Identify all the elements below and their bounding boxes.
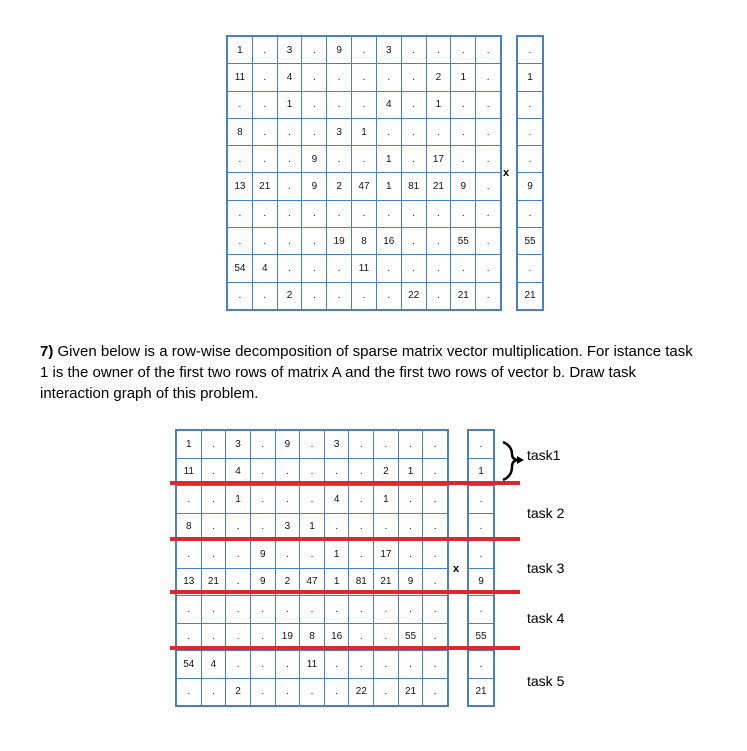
matrix-cell: 81 [349, 569, 373, 596]
matrix-cell: . [349, 541, 373, 568]
matrix-cell: . [349, 624, 373, 651]
matrix-cell: . [374, 514, 398, 541]
matrix-cell: . [402, 119, 426, 145]
matrix-cell: . [177, 679, 201, 706]
matrix-cell: . [427, 201, 451, 227]
matrix-cell: . [427, 255, 451, 281]
matrix-cell: . [276, 541, 300, 568]
matrix-cell: . [327, 92, 351, 118]
matrix-cell: . [202, 624, 226, 651]
matrix-cell: . [451, 146, 475, 172]
matrix-cell: . [177, 541, 201, 568]
matrix-cell: 3 [327, 119, 351, 145]
question-7 [40, 341, 700, 404]
matrix-cell: 1 [226, 486, 250, 513]
matrix-cell: . [302, 64, 326, 90]
matrix-cell: 1 [377, 146, 401, 172]
matrix-cell: . [226, 569, 250, 596]
matrix-cell: 9 [276, 431, 300, 458]
matrix-cell: . [302, 283, 326, 309]
matrix-cell: 2 [226, 679, 250, 706]
matrix-cell: . [374, 679, 398, 706]
matrix-cell: . [327, 255, 351, 281]
matrix-cell: . [399, 651, 423, 678]
partition-line-1 [170, 481, 520, 485]
matrix-cell: . [427, 119, 451, 145]
matrix-cell: 19 [327, 228, 351, 254]
task-label-5: task 5 [527, 673, 565, 689]
matrix-cell: 13 [177, 569, 201, 596]
matrix-cell: 8 [177, 514, 201, 541]
vector-b-partitioned [467, 429, 495, 707]
matrix-cell: 21 [253, 173, 277, 199]
matrix-cell: . [253, 92, 277, 118]
matrix-cell: 3 [226, 431, 250, 458]
matrix-cell: 11 [300, 651, 324, 678]
matrix-cell: . [251, 651, 275, 678]
matrix-cell: 22 [402, 283, 426, 309]
matrix-cell: 54 [228, 255, 252, 281]
matrix-cell: . [377, 64, 401, 90]
partition-line-4 [170, 646, 520, 650]
matrix-cell: . [300, 596, 324, 623]
vector-cell: 9 [518, 173, 542, 199]
matrix-cell: . [451, 37, 475, 63]
matrix-cell: 16 [377, 228, 401, 254]
vector-cell: 21 [518, 283, 542, 309]
matrix-cell: 4 [202, 651, 226, 678]
matrix-cell: . [374, 596, 398, 623]
vector-b-top [516, 35, 544, 311]
matrix-cell: . [228, 92, 252, 118]
matrix-cell: 9 [302, 146, 326, 172]
task-label-2: task 2 [527, 505, 565, 521]
matrix-cell: 2 [276, 569, 300, 596]
matrix-cell: 4 [278, 64, 302, 90]
matrix-cell: . [476, 255, 500, 281]
matrix-cell: . [327, 146, 351, 172]
matrix-cell: . [202, 514, 226, 541]
matrix-cell: . [177, 596, 201, 623]
matrix-cell: 16 [325, 624, 349, 651]
matrix-cell: 4 [226, 459, 250, 486]
matrix-cell: . [177, 624, 201, 651]
matrix-cell: 22 [349, 679, 373, 706]
matrix-cell: . [423, 651, 447, 678]
matrix-cell: . [278, 119, 302, 145]
matrix-cell: . [276, 679, 300, 706]
matrix-cell: 1 [325, 541, 349, 568]
matrix-cell: 1 [374, 486, 398, 513]
matrix-cell: 21 [202, 569, 226, 596]
matrix-cell: 1 [278, 92, 302, 118]
matrix-cell: 54 [177, 651, 201, 678]
matrix-cell: . [300, 431, 324, 458]
matrix-cell: . [476, 228, 500, 254]
sparse-matrix-a-top [226, 35, 502, 311]
matrix-cell: . [327, 64, 351, 90]
matrix-cell: . [276, 596, 300, 623]
matrix-cell: 4 [325, 486, 349, 513]
matrix-cell: . [374, 624, 398, 651]
vector-cell: . [518, 92, 542, 118]
matrix-cell: . [276, 486, 300, 513]
matrix-cell: . [251, 624, 275, 651]
vector-cell: 55 [518, 228, 542, 254]
matrix-cell: . [451, 92, 475, 118]
matrix-cell: 9 [399, 569, 423, 596]
matrix-cell: 3 [325, 431, 349, 458]
matrix-cell: . [399, 486, 423, 513]
matrix-cell: . [202, 459, 226, 486]
vector-cell: . [469, 431, 493, 458]
matrix-cell: . [423, 541, 447, 568]
matrix-cell: . [399, 514, 423, 541]
matrix-cell: . [253, 283, 277, 309]
matrix-cell: . [349, 459, 373, 486]
matrix-cell: . [423, 431, 447, 458]
matrix-cell: . [251, 431, 275, 458]
matrix-cell: . [278, 173, 302, 199]
matrix-cell: 2 [374, 459, 398, 486]
vector-cell: 1 [469, 459, 493, 486]
matrix-cell: . [251, 486, 275, 513]
matrix-cell: . [402, 201, 426, 227]
matrix-cell: 17 [374, 541, 398, 568]
matrix-cell: . [253, 228, 277, 254]
matrix-cell: . [402, 228, 426, 254]
vector-cell: . [469, 486, 493, 513]
matrix-cell: . [349, 486, 373, 513]
matrix-cell: . [399, 596, 423, 623]
matrix-cell: 1 [352, 119, 376, 145]
matrix-cell: 21 [427, 173, 451, 199]
matrix-cell: . [202, 679, 226, 706]
vector-cell: . [469, 651, 493, 678]
matrix-cell: . [302, 119, 326, 145]
matrix-cell: . [302, 92, 326, 118]
matrix-cell: . [302, 201, 326, 227]
vector-cell: 21 [469, 679, 493, 706]
matrix-cell: . [402, 92, 426, 118]
matrix-cell: . [325, 459, 349, 486]
matrix-cell: . [402, 64, 426, 90]
matrix-cell: . [349, 651, 373, 678]
matrix-cell: . [226, 651, 250, 678]
matrix-cell: . [177, 486, 201, 513]
vector-cell: . [518, 201, 542, 227]
matrix-cell: . [253, 119, 277, 145]
matrix-cell: 1 [177, 431, 201, 458]
matrix-cell: . [352, 92, 376, 118]
matrix-cell: 1 [228, 37, 252, 63]
matrix-cell: . [402, 255, 426, 281]
matrix-cell: . [423, 624, 447, 651]
matrix-cell: . [476, 37, 500, 63]
task-label-3: task 3 [527, 560, 565, 576]
question-number: 7) [40, 343, 54, 360]
matrix-cell: 1 [399, 459, 423, 486]
matrix-cell: . [202, 596, 226, 623]
vector-cell: . [518, 119, 542, 145]
matrix-cell: 1 [325, 569, 349, 596]
matrix-cell: . [377, 201, 401, 227]
matrix-cell: . [451, 119, 475, 145]
matrix-cell: . [325, 679, 349, 706]
matrix-cell: . [300, 541, 324, 568]
matrix-cell: 81 [402, 173, 426, 199]
matrix-cell: . [423, 679, 447, 706]
partition-line-2 [170, 537, 520, 541]
matrix-cell: . [226, 624, 250, 651]
matrix-cell: . [427, 228, 451, 254]
matrix-cell: . [476, 64, 500, 90]
matrix-cell: . [476, 173, 500, 199]
matrix-cell: . [352, 64, 376, 90]
vector-cell: . [469, 541, 493, 568]
matrix-cell: . [402, 146, 426, 172]
matrix-cell: . [228, 201, 252, 227]
matrix-cell: 55 [451, 228, 475, 254]
matrix-cell: 3 [377, 37, 401, 63]
matrix-cell: . [374, 651, 398, 678]
matrix-cell: 9 [251, 569, 275, 596]
matrix-cell: 1 [451, 64, 475, 90]
matrix-cell: . [302, 228, 326, 254]
vector-cell: 1 [518, 64, 542, 90]
matrix-cell: . [251, 679, 275, 706]
matrix-cell: . [302, 255, 326, 281]
matrix-cell: 4 [377, 92, 401, 118]
matrix-cell: 1 [300, 514, 324, 541]
matrix-cell: . [228, 228, 252, 254]
vector-cell: 9 [469, 569, 493, 596]
vector-cell: . [518, 37, 542, 63]
matrix-cell: 21 [374, 569, 398, 596]
matrix-cell: . [253, 201, 277, 227]
matrix-cell: . [399, 431, 423, 458]
matrix-cell: . [327, 201, 351, 227]
matrix-cell: . [251, 459, 275, 486]
matrix-cell: . [427, 283, 451, 309]
matrix-cell: . [374, 431, 398, 458]
matrix-cell: . [349, 596, 373, 623]
matrix-cell: 13 [228, 173, 252, 199]
matrix-cell: . [202, 431, 226, 458]
matrix-cell: . [251, 514, 275, 541]
matrix-cell: 9 [251, 541, 275, 568]
matrix-cell: . [451, 201, 475, 227]
matrix-cell: 11 [228, 64, 252, 90]
matrix-cell: . [349, 431, 373, 458]
partition-line-3 [170, 590, 520, 594]
matrix-cell: 9 [327, 37, 351, 63]
matrix-cell: . [451, 255, 475, 281]
matrix-cell: 21 [399, 679, 423, 706]
matrix-cell: . [300, 679, 324, 706]
matrix-cell: . [423, 486, 447, 513]
matrix-cell: . [352, 146, 376, 172]
matrix-cell: . [228, 283, 252, 309]
task1-brace-icon [500, 440, 526, 482]
matrix-cell: . [278, 146, 302, 172]
matrix-cell: . [251, 596, 275, 623]
matrix-cell: . [278, 201, 302, 227]
matrix-cell: . [325, 514, 349, 541]
matrix-cell: 19 [276, 624, 300, 651]
times-symbol-bottom: x [453, 563, 460, 575]
matrix-cell: 11 [177, 459, 201, 486]
matrix-cell: 2 [278, 283, 302, 309]
matrix-cell: . [300, 459, 324, 486]
task-label-1: task1 [527, 447, 561, 463]
matrix-cell: . [349, 514, 373, 541]
matrix-cell: . [228, 146, 252, 172]
matrix-cell: . [427, 37, 451, 63]
matrix-cell: . [476, 92, 500, 118]
vector-cell: . [469, 514, 493, 541]
matrix-cell: 2 [327, 173, 351, 199]
vector-cell: . [518, 255, 542, 281]
matrix-cell: 3 [278, 37, 302, 63]
matrix-cell: . [476, 283, 500, 309]
matrix-cell: . [276, 651, 300, 678]
matrix-cell: . [476, 201, 500, 227]
matrix-cell: . [423, 596, 447, 623]
sparse-matrix-a-partitioned [175, 429, 449, 707]
matrix-cell: 9 [302, 173, 326, 199]
matrix-cell: . [327, 283, 351, 309]
matrix-cell: 8 [300, 624, 324, 651]
question-text: Given below is a row-wise decomposition of sparse matrix vector multiplication. For istance task 1 is the owner of the first two rows of matrix A and the first two rows of vector b. Draw task interaction graph of this problem. [40, 343, 693, 402]
matrix-cell: 1 [427, 92, 451, 118]
matrix-cell: 9 [451, 173, 475, 199]
matrix-cell: 11 [352, 255, 376, 281]
matrix-cell: . [226, 514, 250, 541]
matrix-cell: 21 [451, 283, 475, 309]
matrix-cell: . [202, 541, 226, 568]
matrix-cell: 4 [253, 255, 277, 281]
matrix-cell: 1 [377, 173, 401, 199]
matrix-cell: . [278, 228, 302, 254]
matrix-cell: . [352, 37, 376, 63]
matrix-cell: . [423, 569, 447, 596]
matrix-cell: . [399, 541, 423, 568]
matrix-cell: . [377, 255, 401, 281]
matrix-cell: . [226, 596, 250, 623]
matrix-cell: . [202, 486, 226, 513]
matrix-cell: . [377, 283, 401, 309]
matrix-cell: . [253, 64, 277, 90]
matrix-cell: . [325, 651, 349, 678]
matrix-cell: 8 [228, 119, 252, 145]
matrix-cell: . [423, 514, 447, 541]
matrix-cell: . [476, 146, 500, 172]
matrix-cell: . [476, 119, 500, 145]
matrix-cell: 47 [352, 173, 376, 199]
matrix-cell: . [402, 37, 426, 63]
matrix-cell: 8 [352, 228, 376, 254]
matrix-cell: . [377, 119, 401, 145]
vector-cell: . [518, 146, 542, 172]
matrix-cell: . [325, 596, 349, 623]
vector-cell: . [469, 596, 493, 623]
matrix-cell: 17 [427, 146, 451, 172]
matrix-cell: . [352, 201, 376, 227]
matrix-cell: . [278, 255, 302, 281]
matrix-cell: . [253, 146, 277, 172]
matrix-cell: . [276, 459, 300, 486]
matrix-cell: 47 [300, 569, 324, 596]
matrix-cell: . [300, 486, 324, 513]
times-symbol-top: x [503, 167, 510, 179]
matrix-cell: 3 [276, 514, 300, 541]
matrix-cell: 55 [399, 624, 423, 651]
matrix-cell: . [226, 541, 250, 568]
matrix-cell: . [352, 283, 376, 309]
matrix-cell: . [423, 459, 447, 486]
task-label-4: task 4 [527, 610, 565, 626]
vector-cell: 55 [469, 624, 493, 651]
matrix-cell: . [302, 37, 326, 63]
matrix-cell: 2 [427, 64, 451, 90]
matrix-cell: . [253, 37, 277, 63]
